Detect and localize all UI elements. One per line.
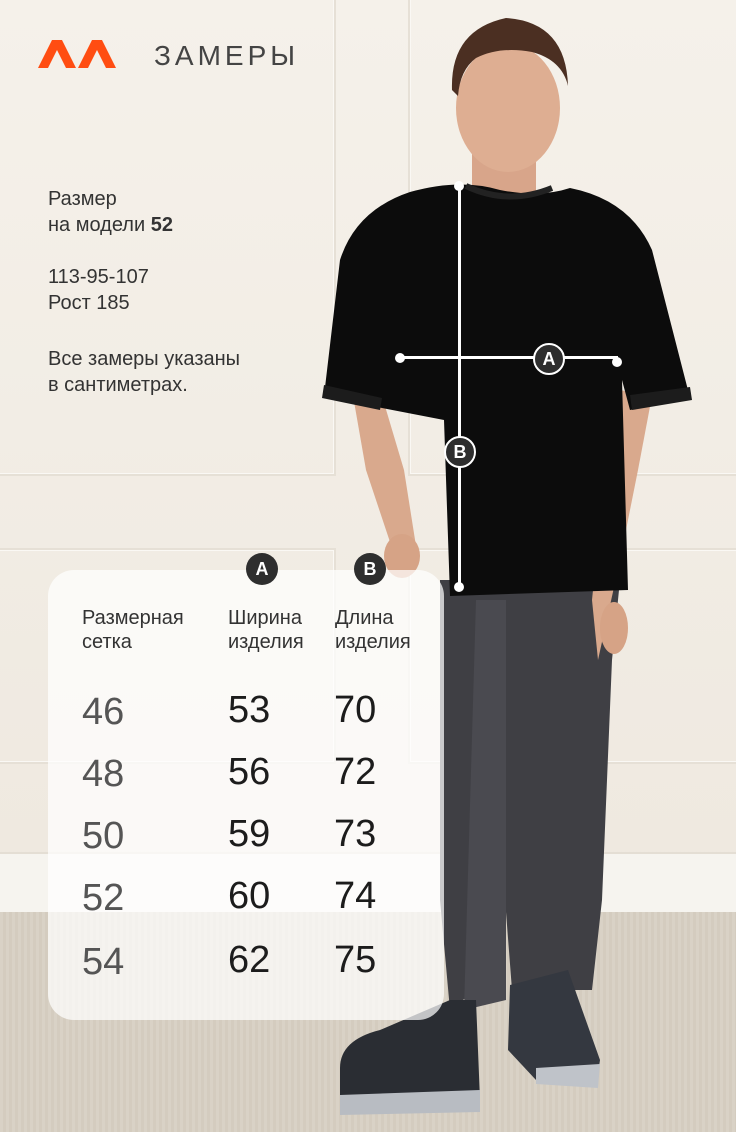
model-height: Рост 185 bbox=[48, 292, 130, 314]
model-params-info bbox=[48, 264, 149, 316]
units-note-line1: Все замеры указаны bbox=[48, 348, 241, 370]
marker-b-badge: B bbox=[444, 436, 476, 468]
table-marker-b: B bbox=[354, 553, 386, 585]
units-note-line2: в сантиметрах. bbox=[48, 374, 188, 396]
width-cell: 60 bbox=[228, 875, 271, 917]
size-cell: 46 bbox=[82, 691, 125, 733]
measure-b-top-dot bbox=[454, 181, 464, 191]
size-cell: 52 bbox=[82, 877, 125, 919]
width-cell: 56 bbox=[228, 751, 271, 793]
length-cell: 73 bbox=[334, 813, 377, 855]
length-cell: 74 bbox=[334, 875, 377, 917]
length-cell: 70 bbox=[334, 689, 377, 731]
marker-a-badge: A bbox=[533, 343, 565, 375]
size-cell: 48 bbox=[82, 753, 125, 795]
brand-logo-icon bbox=[38, 40, 118, 68]
header-length: Длина изделия bbox=[335, 607, 411, 653]
model-size-value: 52 bbox=[150, 214, 173, 236]
width-cell: 62 bbox=[228, 939, 271, 981]
table-marker-a: A bbox=[246, 553, 278, 585]
size-cell: 54 bbox=[82, 941, 125, 983]
size-cell: 50 bbox=[82, 815, 125, 857]
size-label-line2: на модели 52 bbox=[48, 214, 173, 236]
page-title: ЗАМЕРЫ bbox=[154, 40, 300, 71]
units-note bbox=[48, 346, 240, 398]
header-width: Ширина изделия bbox=[228, 607, 304, 653]
model-params: 113-95-107 bbox=[48, 266, 149, 288]
measure-b-bottom-dot bbox=[454, 582, 464, 592]
measure-a-right-dot bbox=[612, 357, 622, 367]
length-cell: 72 bbox=[334, 751, 377, 793]
width-cell: 53 bbox=[228, 689, 271, 731]
model-size-info bbox=[48, 186, 173, 238]
measure-line-b bbox=[458, 186, 461, 588]
length-cell: 75 bbox=[334, 939, 377, 981]
size-label-line1: Размер bbox=[48, 188, 117, 210]
measure-a-left-dot bbox=[395, 353, 405, 363]
measure-line-a bbox=[400, 356, 618, 359]
header-size: Размерная сетка bbox=[82, 607, 184, 653]
width-cell: 59 bbox=[228, 813, 271, 855]
